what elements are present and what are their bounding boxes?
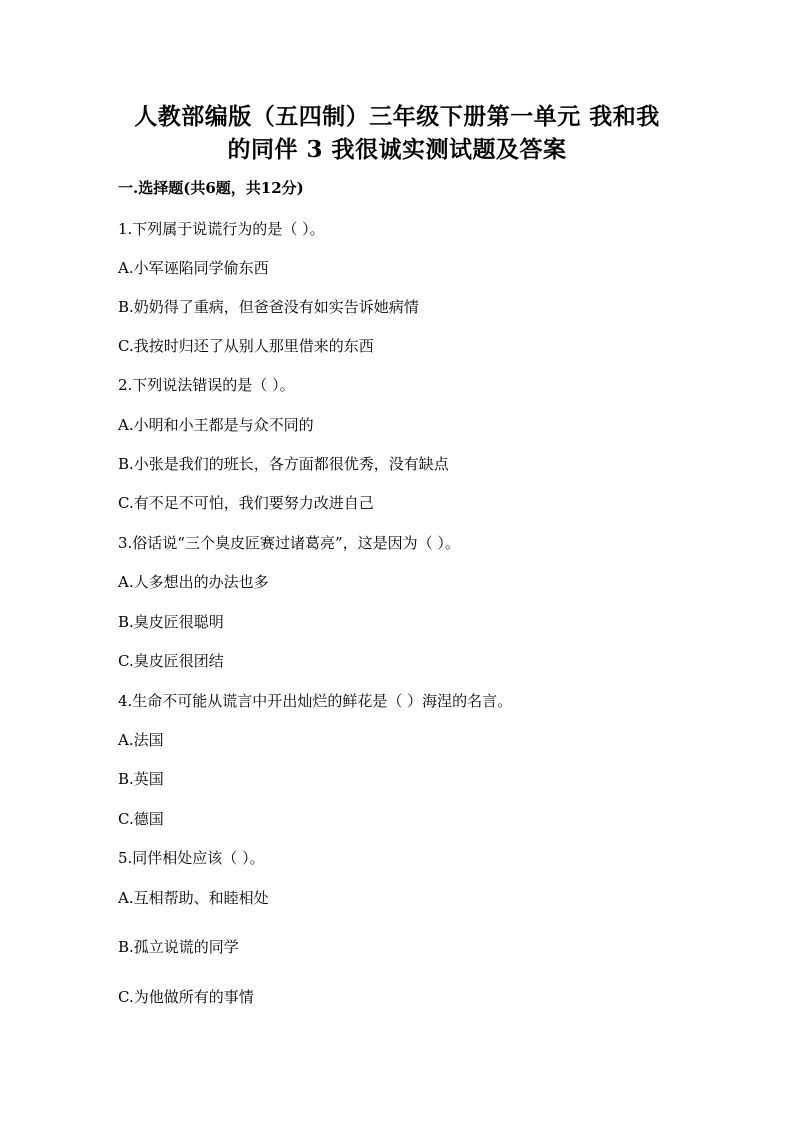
question-5-stem: 5.同伴相处应该（ ）。 [118,849,265,867]
document-title-line-2: 的同伴 3 我很诚实测试题及答案 [227,136,567,163]
document-title-line-1: 人教部编版（五四制）三年级下册第一单元 我和我 [134,103,660,130]
question-4-stem: 4.生命不可能从谎言中开出灿烂的鲜花是（ ）海涅的名言。 [118,692,513,710]
question-2-option-c: C.有不足不可怕，我们要努力改进自己 [118,494,374,512]
section-heading: 一.选择题(共6题，共12分) [118,179,304,197]
question-5-option-b: B.孤立说谎的同学 [118,938,239,956]
question-5-option-c: C.为他做所有的事情 [118,988,254,1006]
question-1-option-b: B.奶奶得了重病，但爸爸没有如实告诉她病情 [118,298,419,316]
question-2-stem: 2.下列说法错误的是（ ）。 [118,376,295,394]
question-5-option-a: A.互相帮助、和睦相处 [118,889,269,907]
question-1-option-c: C.我按时归还了从别人那里借来的东西 [118,337,374,355]
question-4-option-c: C.德国 [118,810,164,828]
question-3-stem: 3.俗话说“三个臭皮匠赛过诸葛亮”，这是因为（ ）。 [118,534,460,552]
question-3-option-a: A.人多想出的办法也多 [118,573,269,591]
question-2-option-b: B.小张是我们的班长，各方面都很优秀，没有缺点 [118,455,449,473]
question-3-option-c: C.臭皮匠很团结 [118,652,224,670]
question-1-option-a: A.小军诬陷同学偷东西 [118,259,269,277]
question-4-option-b: B.英国 [118,770,164,788]
question-2-option-a: A.小明和小王都是与众不同的 [118,416,314,434]
question-3-option-b: B.臭皮匠很聪明 [118,613,224,631]
question-1-stem: 1.下列属于说谎行为的是（ ）。 [118,220,325,238]
question-4-option-a: A.法国 [118,731,164,749]
